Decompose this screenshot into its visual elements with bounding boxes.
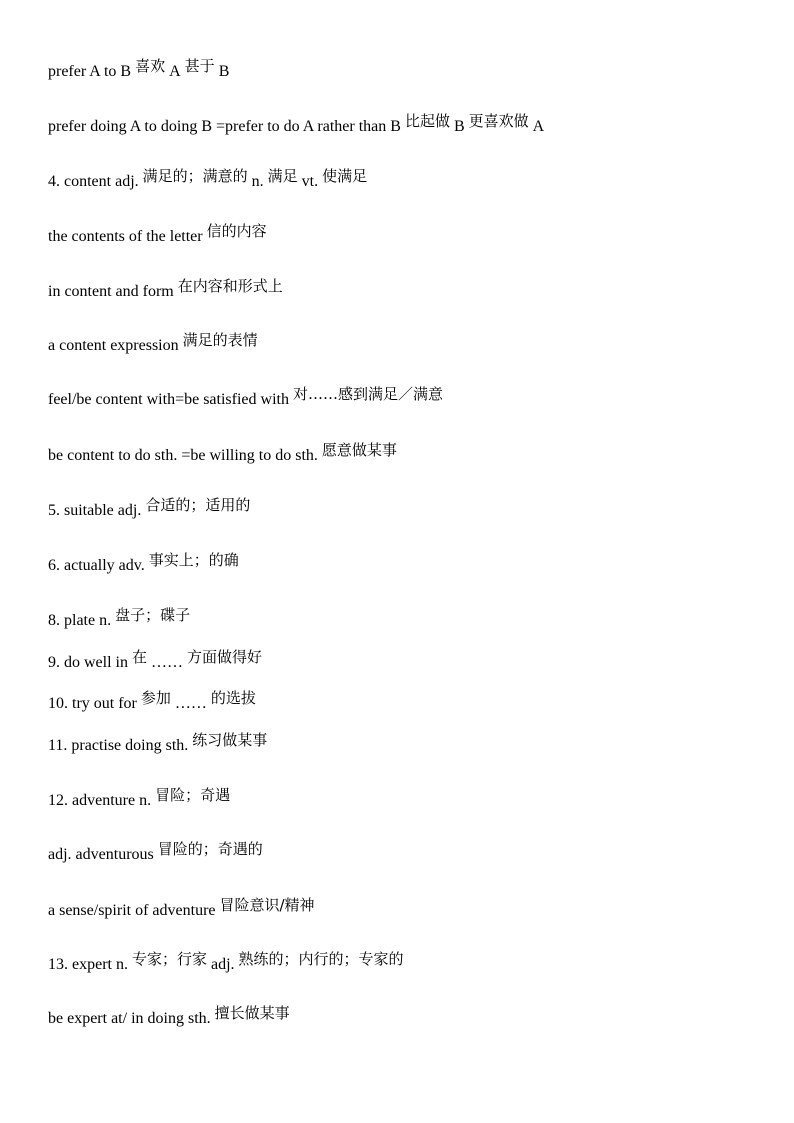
chinese-gloss: 擅长做某事 [214, 1004, 290, 1022]
vocab-line [48, 57, 230, 81]
vocab-line [48, 331, 258, 355]
english-text: 12. adventure n. [48, 792, 152, 809]
vocab-line [48, 606, 191, 630]
english-text: 5. suitable adj. [48, 502, 142, 519]
english-text: …… [151, 654, 184, 671]
chinese-gloss: 更喜欢做 [468, 112, 529, 130]
vocab-line [48, 441, 397, 465]
english-text: in content and form [48, 283, 174, 300]
english-text: 6. actually adv. [48, 557, 145, 574]
vocab-line [48, 648, 263, 672]
english-text: vt. [301, 173, 319, 190]
vocab-line [48, 167, 368, 191]
english-text: prefer doing A to doing B =prefer to do A rather than B [48, 118, 401, 135]
english-text: 8. plate n. [48, 612, 112, 629]
vocab-line [48, 1004, 290, 1028]
vocab-line [48, 950, 404, 974]
chinese-gloss: 熟练的；内行的；专家的 [238, 950, 404, 968]
chinese-gloss: 参加 [140, 689, 171, 707]
english-text: 10. try out for [48, 695, 137, 712]
chinese-gloss: 喜欢 [135, 57, 166, 75]
vocab-line [48, 112, 545, 136]
chinese-gloss: 满足的；满意的 [142, 167, 248, 185]
chinese-gloss: 使满足 [322, 167, 368, 185]
chinese-gloss: 比起做 [404, 112, 450, 130]
english-text: feel/be content with=be satisfied with [48, 391, 289, 408]
chinese-gloss: 事实上；的确 [148, 551, 239, 569]
vocab-line [48, 385, 443, 409]
english-text: 13. expert n. [48, 956, 128, 973]
chinese-gloss: 信的内容 [206, 222, 267, 240]
english-text: n. [251, 173, 264, 190]
vocab-line [48, 496, 251, 520]
vocab-line [48, 896, 315, 920]
english-text: adj. adventurous [48, 846, 154, 863]
vocab-line [48, 551, 239, 575]
chinese-gloss: 在内容和形式上 [177, 277, 283, 295]
vocab-line [48, 222, 267, 246]
vocab-line [48, 786, 231, 810]
english-text: A [532, 118, 545, 135]
chinese-gloss: 愿意做某事 [321, 441, 397, 459]
vocab-line [48, 689, 256, 713]
english-text: 9. do well in [48, 654, 128, 671]
english-text: be expert at/ in doing sth. [48, 1010, 211, 1027]
english-text: A [169, 63, 181, 80]
english-text: prefer A to B [48, 63, 132, 80]
chinese-gloss: 满足的表情 [182, 331, 258, 349]
chinese-gloss: 合适的；适用的 [145, 496, 251, 514]
vocab-line [48, 277, 283, 301]
chinese-gloss: 方面做得好 [187, 648, 263, 666]
english-text: adj. [211, 956, 235, 973]
english-text: B [453, 118, 465, 135]
chinese-gloss: 盘子；碟子 [115, 606, 191, 624]
chinese-gloss: 的选拔 [210, 689, 256, 707]
english-text: be content to do sth. =be willing to do sth. [48, 447, 318, 464]
chinese-gloss: 冒险意识/精神 [219, 896, 315, 914]
english-text: 4. content adj. [48, 173, 139, 190]
english-text: a content expression [48, 337, 179, 354]
chinese-gloss: 甚于 [184, 57, 215, 75]
chinese-gloss: 冒险；奇遇 [155, 786, 231, 804]
chinese-gloss: 冒险的；奇遇的 [157, 840, 263, 858]
chinese-gloss: 专家；行家 [131, 950, 207, 968]
chinese-gloss: 满足 [267, 167, 298, 185]
english-text: …… [174, 695, 207, 712]
vocab-line [48, 731, 268, 755]
chinese-gloss: 练习做某事 [192, 731, 268, 749]
chinese-gloss: 在 [132, 648, 148, 666]
vocab-line [48, 840, 263, 864]
english-text: B [218, 63, 230, 80]
chinese-gloss: 对……感到满足／满意 [292, 385, 443, 403]
english-text: the contents of the letter [48, 228, 203, 245]
english-text: 11. practise doing sth. [48, 737, 189, 754]
english-text: a sense/spirit of adventure [48, 902, 216, 919]
